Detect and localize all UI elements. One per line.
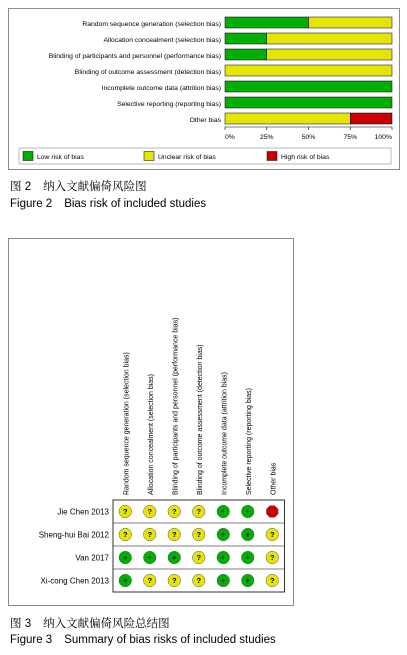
- risk-symbol-text: ?: [171, 507, 177, 517]
- risk-symbol-text: +: [245, 530, 250, 540]
- column-header: Random sequence generation (selection bias): [123, 352, 131, 495]
- figure-3-number-cn: 图 3: [10, 618, 32, 630]
- legend-label: Low risk of bias: [37, 154, 84, 161]
- legend-swatch: [23, 152, 33, 161]
- x-tick-label: 50%: [301, 134, 316, 141]
- risk-symbol-text: ?: [269, 576, 275, 586]
- category-label: Blinding of participants and personnel (performance bias): [48, 53, 221, 60]
- risk-symbol-text: ?: [269, 553, 275, 563]
- category-label: Allocation concealment (selection bias): [103, 37, 221, 44]
- x-tick-label: 100%: [374, 134, 392, 141]
- study-label: Xi-cong Chen 2013: [40, 576, 109, 586]
- figure-2-caption-en: [10, 198, 206, 210]
- x-tick-label: 25%: [259, 134, 274, 141]
- category-label: Random sequence generation (selection bias): [82, 21, 221, 28]
- risk-symbol-text: +: [221, 553, 226, 563]
- bar-segment: [267, 49, 392, 60]
- bar-segment: [225, 33, 267, 44]
- bias-graph-chart: [9, 9, 399, 169]
- column-header: Selective reporting (reporting bias): [245, 388, 253, 495]
- risk-symbol-text: ?: [147, 530, 153, 540]
- figure-2-title-cn: 纳入文献偏倚风险图: [43, 181, 147, 193]
- risk-symbol-text: ?: [147, 576, 153, 586]
- bar-segment: [225, 113, 350, 124]
- risk-symbol-text: +: [245, 576, 250, 586]
- figure-3-number-en: Figure 3: [10, 634, 53, 646]
- figure-3-caption-cn: [10, 615, 170, 631]
- risk-symbol-text: +: [123, 576, 128, 586]
- risk-symbol-text: ?: [196, 530, 202, 540]
- bar-segment: [225, 17, 309, 28]
- risk-symbol-text: +: [221, 507, 226, 517]
- bar-segment: [267, 33, 392, 44]
- figure-2-caption-cn: [10, 178, 147, 194]
- figure-2-title-en: Bias risk of included studies: [64, 198, 207, 210]
- risk-symbol-text: +: [147, 553, 152, 563]
- risk-symbol-text: ?: [171, 530, 177, 540]
- risk-symbol-text: ?: [147, 507, 153, 517]
- column-header: Blinding of participants and personnel (performance bias): [172, 317, 180, 495]
- figure-3-title-en: Summary of bias risks of included studies: [64, 634, 276, 646]
- figure-2-number-en: Figure 2: [10, 198, 53, 210]
- bar-segment: [225, 97, 392, 108]
- legend-swatch: [267, 152, 277, 161]
- risk-symbol-text: +: [221, 576, 226, 586]
- bias-graph-panel: [8, 8, 400, 170]
- x-tick-label: 75%: [343, 134, 358, 141]
- legend-swatch: [144, 152, 154, 161]
- legend-label: High risk of bias: [281, 154, 330, 161]
- risk-symbol-text: ?: [122, 530, 128, 540]
- study-label: Sheng-hui Bai 2012: [38, 530, 109, 540]
- risk-symbol-text: +: [221, 530, 226, 540]
- category-label: Other bias: [189, 117, 221, 124]
- figure-3-caption-en: [10, 634, 276, 646]
- bar-segment: [225, 49, 267, 60]
- risk-symbol-text: ?: [269, 530, 275, 540]
- risk-symbol-text: ?: [122, 507, 128, 517]
- column-header: Incomplete outcome data (attrition bias): [221, 372, 229, 495]
- bias-summary-chart: [9, 239, 293, 605]
- column-header: Blinding of outcome assessment (detection bias): [196, 344, 204, 495]
- study-label: Jie Chen 2013: [57, 507, 109, 517]
- risk-symbol-text: ?: [196, 576, 202, 586]
- study-label: Van 2017: [75, 553, 109, 563]
- risk-symbol-text: ?: [196, 553, 202, 563]
- risk-symbol-text: ?: [171, 576, 177, 586]
- figure-3-title-cn: 纳入文献偏倚风险总结图: [43, 618, 170, 630]
- bar-segment: [225, 81, 392, 92]
- risk-symbol-text: +: [123, 553, 128, 563]
- bar-segment: [225, 65, 392, 76]
- bar-segment: [309, 17, 393, 28]
- risk-high-symbol: [266, 506, 278, 518]
- bar-segment: [350, 113, 392, 124]
- risk-symbol-text: ?: [196, 507, 202, 517]
- x-tick-label: 0%: [225, 134, 235, 141]
- category-label: Selective reporting (reporting bias): [117, 101, 221, 108]
- risk-symbol-text: +: [172, 553, 177, 563]
- category-label: Incomplete outcome data (attrition bias): [101, 85, 221, 92]
- column-header: Allocation concealment (selection bias): [147, 373, 155, 495]
- category-label: Blinding of outcome assessment (detection bias): [74, 69, 221, 76]
- legend-label: Unclear risk of bias: [158, 154, 216, 161]
- bias-summary-panel: [8, 238, 294, 606]
- column-header: Other bias: [270, 462, 278, 495]
- risk-symbol-text: +: [245, 553, 250, 563]
- figure-2-number-cn: 图 2: [10, 181, 32, 193]
- risk-symbol-text: +: [245, 507, 250, 517]
